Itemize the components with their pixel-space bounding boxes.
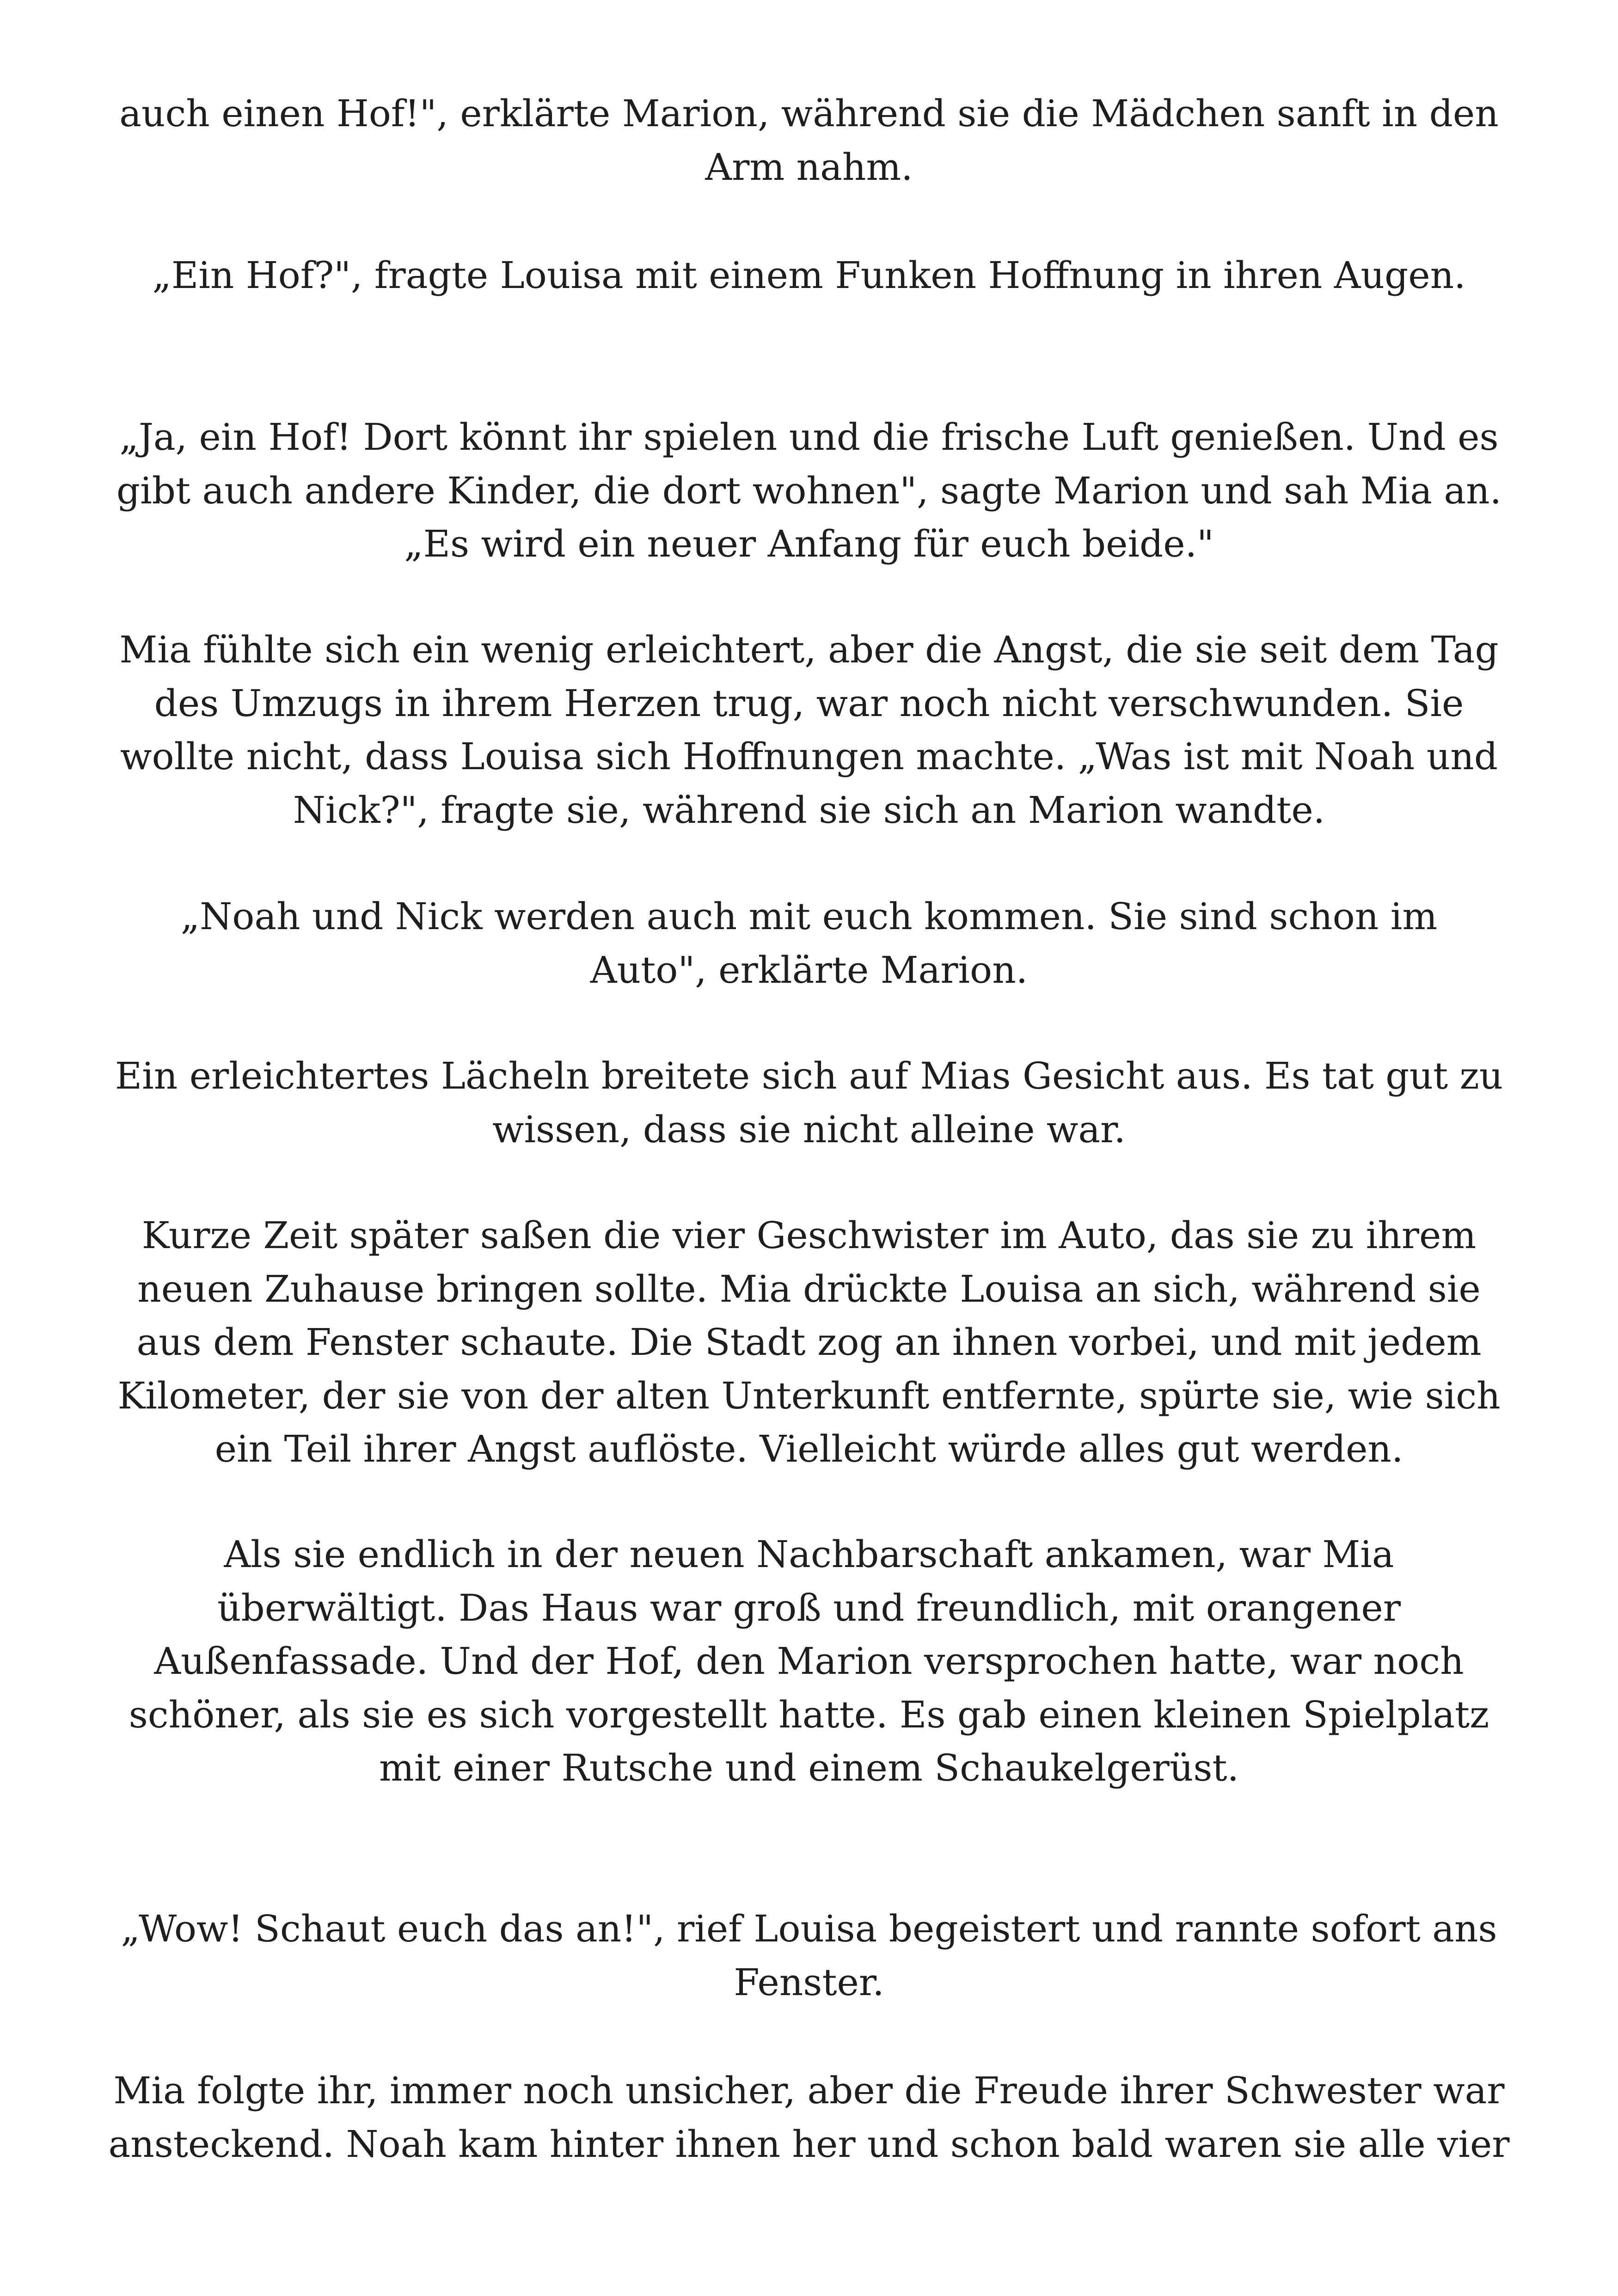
paragraph-10: [106, 2064, 1512, 2171]
text-line: überwältigt. Das Haus war groß und freundlich, mit orangener: [217, 1586, 1401, 1629]
text-line: Auto", erklärte Marion.: [590, 948, 1028, 992]
text-line: mit einer Rutsche und einem Schaukelgerüst.: [379, 1746, 1239, 1789]
paragraph-6: [106, 1049, 1512, 1156]
paragraph-9: [106, 1902, 1512, 2009]
text-line: „Ein Hof?", fragte Louisa mit einem Funken Hoffnung in ihren Augen.: [152, 254, 1466, 297]
text-line: Mia fühlte sich ein wenig erleichtert, aber die Angst, die sie seit dem Tag: [119, 628, 1499, 671]
text-line: Fenster.: [734, 1960, 884, 2004]
text-line: gibt auch andere Kinder, die dort wohnen", sagte Marion und sah Mia an.: [116, 469, 1502, 512]
paragraph-8: [106, 1528, 1512, 1795]
text-line: Ein erleichtertes Lächeln breitete sich auf Mias Gesicht aus. Es tat gut zu: [115, 1054, 1503, 1097]
paragraph-5: [106, 890, 1512, 997]
text-line: ein Teil ihrer Angst auflöste. Vielleicht würde alles gut werden.: [215, 1427, 1403, 1470]
text-line: wollte nicht, dass Louisa sich Hoffnungen machte. „Was ist mit Noah und: [120, 735, 1498, 778]
text-line: Nick?", fragte sie, während sie sich an Marion wandte.: [293, 788, 1325, 832]
text-line: „Es wird ein neuer Anfang für euch beide.": [404, 522, 1214, 565]
text-line: „Ja, ein Hof! Dort könnt ihr spielen und die frische Luft genießen. Und es: [119, 416, 1499, 459]
text-line: Arm nahm.: [705, 145, 913, 189]
text-line: Außenfassade. Und der Hof, den Marion versprochen hatte, war noch: [154, 1640, 1464, 1683]
text-line: des Umzugs in ihrem Herzen trug, war noch nicht verschwunden. Sie: [154, 681, 1464, 725]
paragraph-2: [106, 249, 1512, 302]
text-line: Kurze Zeit später saßen die vier Geschwister im Auto, das sie zu ihrem: [141, 1214, 1477, 1257]
text-line: Kilometer, der sie von der alten Unterkunft entfernte, spürte sie, wie sich: [117, 1374, 1501, 1417]
text-line: schöner, als sie es sich vorgestellt hatte. Es gab einen kleinen Spielplatz: [129, 1693, 1489, 1736]
text-line: ansteckend. Noah kam hinter ihnen her und schon bald waren sie alle vier: [108, 2122, 1510, 2166]
paragraph-1: [106, 87, 1512, 194]
text-line: aus dem Fenster schaute. Die Stadt zog an ihnen vorbei, und mit jedem: [136, 1321, 1482, 1364]
paragraph-7: [106, 1209, 1512, 1476]
text-line: Als sie endlich in der neuen Nachbarschaft ankamen, war Mia: [224, 1533, 1394, 1576]
text-line: Mia folgte ihr, immer noch unsicher, aber die Freude ihrer Schwester war: [113, 2069, 1505, 2112]
text-line: „Noah und Nick werden auch mit euch kommen. Sie sind schon im: [180, 895, 1438, 938]
text-line: wissen, dass sie nicht alleine war.: [492, 1108, 1126, 1151]
paragraph-3: [106, 410, 1512, 571]
paragraph-4: [106, 623, 1512, 837]
text-line: auch einen Hof!", erklärte Marion, während sie die Mädchen sanft in den: [119, 92, 1499, 135]
text-line: „Wow! Schaut euch das an!", rief Louisa begeistert und rannte sofort ans: [121, 1907, 1497, 1950]
text-line: neuen Zuhause bringen sollte. Mia drückte Louisa an sich, während sie: [137, 1267, 1481, 1310]
